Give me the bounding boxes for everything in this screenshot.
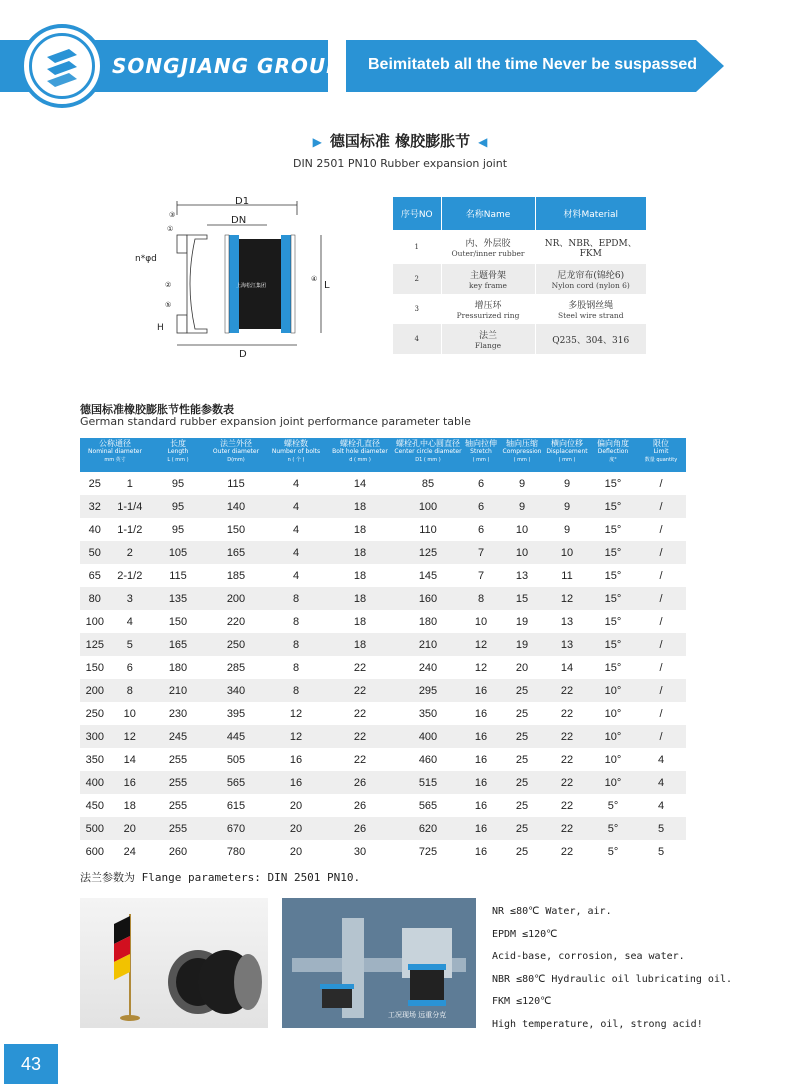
table-cell: 210 xyxy=(150,679,206,702)
table-cell: 10 xyxy=(500,518,544,541)
table-cell: 460 xyxy=(394,748,462,771)
table-cell: 15 xyxy=(500,587,544,610)
table-cell: 1-1/4 xyxy=(110,495,150,518)
params-header-cell: 长度 Length L ( mm ) xyxy=(150,438,206,472)
table-cell: 4 xyxy=(636,748,686,771)
table-cell: 20 xyxy=(110,817,150,840)
table-cell: 6 xyxy=(462,495,500,518)
table-row: 4 法兰 Flange Q235、304、316 xyxy=(393,324,647,354)
table-cell: 515 xyxy=(394,771,462,794)
table-cell: 4 xyxy=(266,564,326,587)
params-header-cell: 轴向拉伸 Stretch ( mm ) xyxy=(462,438,500,472)
table-cell: 780 xyxy=(206,840,266,863)
table-cell: 115 xyxy=(206,472,266,495)
site-photo-caption: 工况现场 远重分克 xyxy=(388,1011,447,1019)
table-cell: 200 xyxy=(80,679,110,702)
note-line: NR ≤80℃ Water, air. xyxy=(492,906,612,917)
table-row xyxy=(80,518,686,541)
table-cell: 450 xyxy=(80,794,110,817)
table-cell: 18 xyxy=(326,541,394,564)
table-cell: 200 xyxy=(206,587,266,610)
table-cell: 12 xyxy=(462,656,500,679)
table-cell: 10° xyxy=(590,702,636,725)
table-cell: 350 xyxy=(394,702,462,725)
table-cell: 12 xyxy=(544,587,590,610)
table-cell: 100 xyxy=(394,495,462,518)
params-header-cell: 限位 Limit 数量 quantity xyxy=(636,438,686,472)
table-cell: 25 xyxy=(80,472,110,495)
table-cell: 15° xyxy=(590,656,636,679)
params-header-cell: 轴向压缩 Compression ( mm ) xyxy=(500,438,544,472)
table-cell: 22 xyxy=(326,748,394,771)
table-cell: 95 xyxy=(150,472,206,495)
table-cell: 300 xyxy=(80,725,110,748)
table-cell: 8 xyxy=(462,587,500,610)
svg-text:②: ② xyxy=(165,281,172,289)
table-cell: 500 xyxy=(80,817,110,840)
table-cell: 10 xyxy=(500,541,544,564)
table-cell: / xyxy=(636,541,686,564)
table-cell: 2 xyxy=(110,541,150,564)
svg-text:①: ① xyxy=(167,225,174,233)
table-cell: 8 xyxy=(110,679,150,702)
table-cell: 15° xyxy=(590,587,636,610)
table-cell: 25 xyxy=(500,794,544,817)
table-cell: / xyxy=(636,656,686,679)
table-row xyxy=(80,633,686,656)
label-d1: D1 xyxy=(235,196,250,207)
table-cell: 26 xyxy=(326,794,394,817)
table-row: 3 增压环 Pressurized ring 多股钢丝绳 Steel wire strand xyxy=(393,294,647,324)
table-cell: 6 xyxy=(110,656,150,679)
table-cell: 4 xyxy=(636,771,686,794)
table-cell: 9 xyxy=(544,472,590,495)
triangle-right-icon: ▶ xyxy=(312,135,322,149)
table-cell: / xyxy=(636,518,686,541)
mat-header-name: 名称Name xyxy=(441,197,535,230)
pipeline-site-illustration xyxy=(282,898,476,1028)
table-row xyxy=(80,587,686,610)
table-row xyxy=(80,610,686,633)
table-cell: 18 xyxy=(326,564,394,587)
table-row: 2 主题骨架 key frame 尼龙帘布(锦纶6) Nylon cord (nylon 6) xyxy=(393,264,647,294)
table-cell: 615 xyxy=(206,794,266,817)
table-cell: 4 xyxy=(266,541,326,564)
table-cell: 240 xyxy=(394,656,462,679)
params-header-cell: 螺栓数 Number of bolts n ( 个 ) xyxy=(266,438,326,472)
table-cell: 9 xyxy=(544,495,590,518)
table-cell: 5° xyxy=(590,817,636,840)
table-cell: 5° xyxy=(590,840,636,863)
table-cell: 4 xyxy=(266,495,326,518)
table-cell: 15° xyxy=(590,518,636,541)
params-header-cell: 偏向角度 Deflection 度° xyxy=(590,438,636,472)
table-cell: 25 xyxy=(500,840,544,863)
table-row xyxy=(80,748,686,771)
table-cell: 15° xyxy=(590,633,636,656)
table-cell: 7 xyxy=(462,564,500,587)
table-cell: 125 xyxy=(394,541,462,564)
page-subtitle: DIN 2501 PN10 Rubber expansion joint xyxy=(292,157,508,170)
table-cell: 160 xyxy=(394,587,462,610)
table-cell: 20 xyxy=(266,794,326,817)
table-cell: / xyxy=(636,679,686,702)
table-cell: 4 xyxy=(266,518,326,541)
params-header-cell: 螺栓孔中心圆直径 Center circle diameter D1 ( mm ) xyxy=(394,438,462,472)
table-cell: 6 xyxy=(462,472,500,495)
table-cell: 16 xyxy=(266,771,326,794)
table-cell: 505 xyxy=(206,748,266,771)
table-cell: 600 xyxy=(80,840,110,863)
table-cell: 26 xyxy=(326,817,394,840)
table-cell: 20 xyxy=(500,656,544,679)
table-cell: 20 xyxy=(266,817,326,840)
table-cell: 12 xyxy=(266,725,326,748)
table-cell: 4 xyxy=(266,472,326,495)
table-cell: 8 xyxy=(266,633,326,656)
table-cell: 4 xyxy=(636,794,686,817)
table-row xyxy=(80,702,686,725)
table-cell: 16 xyxy=(462,794,500,817)
note-line: FKM ≤120℃ xyxy=(492,996,552,1008)
flange-note: 法兰参数为 Flange parameters: DIN 2501 PN10. xyxy=(80,871,361,884)
table-cell: 565 xyxy=(394,794,462,817)
table-cell: 250 xyxy=(206,633,266,656)
svg-text:H: H xyxy=(157,323,164,333)
table-cell: 25 xyxy=(500,725,544,748)
table-cell: 8 xyxy=(266,679,326,702)
table-cell: 25 xyxy=(500,679,544,702)
table-cell: / xyxy=(636,610,686,633)
table-cell: 16 xyxy=(462,725,500,748)
table-cell: 285 xyxy=(206,656,266,679)
table-cell: 105 xyxy=(150,541,206,564)
svg-text:n*φd: n*φd xyxy=(135,254,157,264)
triangle-left-icon: ◀ xyxy=(478,135,488,149)
table-cell: 18 xyxy=(326,495,394,518)
table-cell: 3 xyxy=(110,587,150,610)
table-cell: 16 xyxy=(462,771,500,794)
table-cell: 25 xyxy=(500,748,544,771)
table-cell: 12 xyxy=(462,633,500,656)
table-cell: 5° xyxy=(590,794,636,817)
table-cell: 9 xyxy=(500,472,544,495)
table-cell: 10° xyxy=(590,748,636,771)
table-cell: 5 xyxy=(110,633,150,656)
table-cell: 15° xyxy=(590,564,636,587)
table-cell: 7 xyxy=(462,541,500,564)
params-header-cell: 螺栓孔直径 Bolt hole diameter d ( mm ) xyxy=(326,438,394,472)
expansion-joint-diagram xyxy=(135,195,355,360)
params-table xyxy=(80,438,686,863)
table-cell: 15° xyxy=(590,541,636,564)
table-cell: 22 xyxy=(544,702,590,725)
table-cell: 9 xyxy=(544,518,590,541)
table-row xyxy=(80,771,686,794)
page-title: ▶ 德国标准 橡胶膨胀节 ◀ xyxy=(312,132,488,150)
table-row: 1 内、外层胶 Outer/inner rubber NR、NBR、EPDM、FKM xyxy=(393,230,647,264)
table-cell: 19 xyxy=(500,610,544,633)
table-cell: 10° xyxy=(590,725,636,748)
table-cell: / xyxy=(636,495,686,518)
table-cell: 620 xyxy=(394,817,462,840)
table-cell: 32 xyxy=(80,495,110,518)
table-row xyxy=(80,840,686,863)
table-cell: 22 xyxy=(544,817,590,840)
mat-header-material: 材料Material xyxy=(535,197,647,230)
table-cell: 255 xyxy=(150,748,206,771)
table-cell: 22 xyxy=(326,725,394,748)
materials-table xyxy=(393,197,647,354)
product-photo-flag xyxy=(80,898,268,1028)
table-cell: 295 xyxy=(394,679,462,702)
table-cell: 140 xyxy=(206,495,266,518)
diagram-body-text: 上海松江集团 xyxy=(236,283,267,289)
table-cell: 95 xyxy=(150,518,206,541)
table-cell: 16 xyxy=(462,702,500,725)
table-cell: 12 xyxy=(110,725,150,748)
table-cell: 18 xyxy=(326,633,394,656)
table-cell: 19 xyxy=(500,633,544,656)
table-row xyxy=(80,564,686,587)
table-cell: 15° xyxy=(590,495,636,518)
table-cell: 10 xyxy=(544,541,590,564)
svg-text:⑤: ⑤ xyxy=(165,301,172,309)
table-row xyxy=(80,679,686,702)
table-cell: 14 xyxy=(110,748,150,771)
table-cell: 180 xyxy=(394,610,462,633)
table-cell: 565 xyxy=(206,771,266,794)
table-cell: / xyxy=(636,587,686,610)
params-header-cell: 法兰外径 Outer diameter D(mm) xyxy=(206,438,266,472)
table-cell: 13 xyxy=(544,610,590,633)
table-cell: 18 xyxy=(326,587,394,610)
table-cell: 10° xyxy=(590,679,636,702)
table-cell: 400 xyxy=(80,771,110,794)
table-row xyxy=(80,817,686,840)
company-logo xyxy=(20,24,104,108)
table-cell: 250 xyxy=(80,702,110,725)
table-cell: 65 xyxy=(80,564,110,587)
table-row xyxy=(80,725,686,748)
table-cell: 445 xyxy=(206,725,266,748)
table-cell: 25 xyxy=(500,817,544,840)
table-cell: 12 xyxy=(266,702,326,725)
table-cell: 22 xyxy=(544,748,590,771)
table-cell: 400 xyxy=(394,725,462,748)
table-cell: 255 xyxy=(150,771,206,794)
table-cell: 150 xyxy=(80,656,110,679)
table-cell: 95 xyxy=(150,495,206,518)
table-cell: 340 xyxy=(206,679,266,702)
table-cell: 80 xyxy=(80,587,110,610)
table-cell: 10° xyxy=(590,771,636,794)
table-cell: 1-1/2 xyxy=(110,518,150,541)
table-cell: 18 xyxy=(110,794,150,817)
table-cell: 16 xyxy=(462,748,500,771)
table-cell: 220 xyxy=(206,610,266,633)
table-cell: 260 xyxy=(150,840,206,863)
material-notes xyxy=(492,901,732,1037)
table-row xyxy=(80,472,686,495)
note-line: NBR ≤80℃ Hydraulic oil lubricating oil. xyxy=(492,973,733,985)
table-cell: 110 xyxy=(394,518,462,541)
table-cell: 22 xyxy=(544,771,590,794)
table-cell: 16 xyxy=(110,771,150,794)
table-cell: 22 xyxy=(544,794,590,817)
table-cell: 25 xyxy=(500,771,544,794)
table-cell: 16 xyxy=(462,817,500,840)
table-cell: 24 xyxy=(110,840,150,863)
table-cell: 230 xyxy=(150,702,206,725)
table-cell: / xyxy=(636,725,686,748)
flag-and-joint-illustration xyxy=(80,898,268,1028)
table-cell: 22 xyxy=(326,679,394,702)
label-dn: DN xyxy=(231,215,247,226)
table-cell: / xyxy=(636,472,686,495)
params-title-en: German standard rubber expansion joint performance parameter table xyxy=(80,415,471,428)
table-cell: 8 xyxy=(266,656,326,679)
params-header-cell: 公称通径 Nominal diameter mm 英寸 xyxy=(80,438,150,472)
table-cell: 25 xyxy=(500,702,544,725)
table-cell: 150 xyxy=(150,610,206,633)
table-cell: 30 xyxy=(326,840,394,863)
site-photo xyxy=(282,898,476,1028)
table-cell: 15° xyxy=(590,472,636,495)
table-cell: 150 xyxy=(206,518,266,541)
table-cell: 670 xyxy=(206,817,266,840)
logo-mark-icon xyxy=(39,43,85,89)
table-cell: 245 xyxy=(150,725,206,748)
table-cell: 210 xyxy=(394,633,462,656)
table-cell: 2-1/2 xyxy=(110,564,150,587)
table-cell: 26 xyxy=(326,771,394,794)
table-cell: 22 xyxy=(544,725,590,748)
table-cell: 165 xyxy=(150,633,206,656)
table-cell: 8 xyxy=(266,610,326,633)
table-cell: 6 xyxy=(462,518,500,541)
table-cell: 185 xyxy=(206,564,266,587)
table-cell: 350 xyxy=(80,748,110,771)
table-cell: 40 xyxy=(80,518,110,541)
table-cell: 1 xyxy=(110,472,150,495)
svg-text:L: L xyxy=(324,280,330,291)
table-cell: 16 xyxy=(462,840,500,863)
table-row xyxy=(80,794,686,817)
table-cell: / xyxy=(636,633,686,656)
svg-text:③: ③ xyxy=(169,211,176,219)
table-cell: 13 xyxy=(500,564,544,587)
note-line: Acid-base, corrosion, sea water. xyxy=(492,951,685,963)
table-row xyxy=(80,495,686,518)
table-cell: 22 xyxy=(544,679,590,702)
table-cell: 85 xyxy=(394,472,462,495)
note-line: High temperature, oil, strong acid! xyxy=(492,1018,703,1030)
table-cell: 11 xyxy=(544,564,590,587)
table-cell: 5 xyxy=(636,817,686,840)
table-cell: 22 xyxy=(326,702,394,725)
table-cell: 10 xyxy=(110,702,150,725)
table-cell: 18 xyxy=(326,518,394,541)
table-cell: 15° xyxy=(590,610,636,633)
table-cell: 115 xyxy=(150,564,206,587)
note-line: EPDM ≤120℃ xyxy=(492,928,558,940)
table-cell: 22 xyxy=(326,656,394,679)
table-cell: 255 xyxy=(150,817,206,840)
page-number: 43 xyxy=(4,1044,58,1084)
params-title-cn: 德国标准橡胶膨胀节性能参数表 xyxy=(80,403,234,416)
table-cell: 18 xyxy=(326,610,394,633)
table-row xyxy=(80,541,686,564)
table-cell: 255 xyxy=(150,794,206,817)
table-cell: / xyxy=(636,564,686,587)
params-header-cell: 横向位移 Displacement ( mm ) xyxy=(544,438,590,472)
table-cell: 16 xyxy=(462,679,500,702)
svg-text:④: ④ xyxy=(311,275,318,283)
table-cell: 725 xyxy=(394,840,462,863)
table-cell: 165 xyxy=(206,541,266,564)
table-cell: 145 xyxy=(394,564,462,587)
table-cell: 9 xyxy=(500,495,544,518)
table-cell: 395 xyxy=(206,702,266,725)
svg-text:D: D xyxy=(239,349,247,360)
table-cell: 16 xyxy=(266,748,326,771)
table-cell: 180 xyxy=(150,656,206,679)
table-cell: 8 xyxy=(266,587,326,610)
table-cell: 14 xyxy=(326,472,394,495)
table-cell: 10 xyxy=(462,610,500,633)
slogan-text: Beimitateb all the time Never be suspassed xyxy=(368,56,698,73)
table-cell: 125 xyxy=(80,633,110,656)
brand-name: SONGJIANG GROUP xyxy=(112,54,342,78)
table-cell: 50 xyxy=(80,541,110,564)
table-cell: 100 xyxy=(80,610,110,633)
table-row xyxy=(80,656,686,679)
table-cell: 14 xyxy=(544,656,590,679)
table-cell: 4 xyxy=(110,610,150,633)
table-cell: 20 xyxy=(266,840,326,863)
table-cell: 135 xyxy=(150,587,206,610)
table-cell: 22 xyxy=(544,840,590,863)
table-cell: 13 xyxy=(544,633,590,656)
table-cell: 5 xyxy=(636,840,686,863)
mat-header-no: 序号NO xyxy=(393,197,441,230)
table-cell: / xyxy=(636,702,686,725)
